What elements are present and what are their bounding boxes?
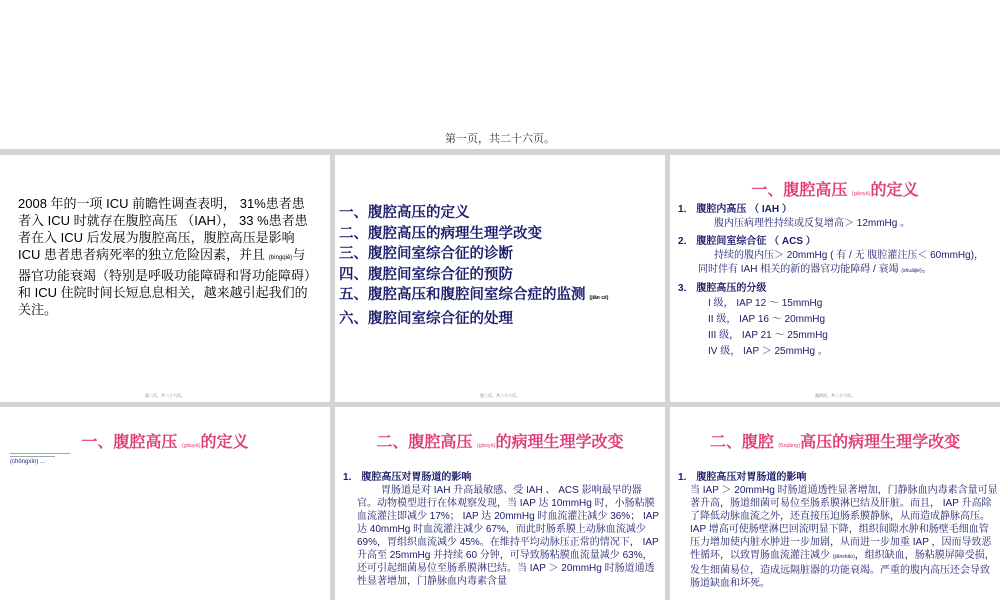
definition-text: 持续的腹内压＞ 20mmHg ( 有 / 无 腹腔灌注压＜ 60mmHg)， 同时伴有 IAH 相关的新的器官功能障碍 / 衰竭 (shuāijié)。 — [698, 250, 985, 275]
grade-item: III 级， IAP 21 ～ 25mmHg — [708, 330, 828, 341]
grade-item: IV 级， IAP ＞ 25mmHg 。 — [708, 346, 828, 357]
intro-text-b: 与器官功能衰竭（特别是呼吸功能障碍和肾功能障碍）和 ICU 住院时间长短息息相关，越来越引起我们的关注。 — [18, 247, 311, 317]
section-heading: 3． 腹腔高压的分级 — [678, 283, 767, 294]
definition-text: 腹内压病理性持续或反复增高＞ 12mmHg 。 — [714, 218, 911, 229]
pathophysiology-content — [343, 471, 659, 588]
ruby-annotation: (jiān cè) — [589, 295, 609, 301]
intro-paragraph — [18, 195, 313, 318]
slide-title: 一、腹腔高压 (gāoyā)的定义 — [751, 182, 919, 199]
ruby-annotation: (bìngqiě) — [268, 255, 293, 261]
section-heading: 1． 腹腔高压对胃肠道的影响 — [343, 472, 472, 483]
slide-title: 一、腹腔高压 (gāoyā)的定义 — [81, 434, 249, 451]
mini-text: (chóngxīn) ... — [10, 459, 46, 465]
toc-item: 一、腹腔高压的定义 — [339, 205, 470, 221]
intro-text-a: 2008 年的一项 ICU 前瞻性调查表明， 31%患者患者入 ICU 时就存在腹腔高压 （IAH）， 33 %患者患者在入 ICU 后发展为腹腔高压，腹腔高压是影响 ICU 患者患者病死率的独立危险因素，并且 — [18, 196, 308, 262]
slide-title: 二、腹腔 (fùqiāng)高压的病理生理学改变 — [709, 434, 961, 451]
body-paragraph: 胃肠道是对 IAH 升高最敏感、受 IAH 、 ACS 影响最早的器官。动物模型进行在体观察发现，当 IAP 达 10mmHg 时，小肠粘膜血流灌注即减少 17%； IAP 达 20mmHg 时血流灌注减少 36%； IAP 达 40mmHg 时血流灌注减少 67%，而此时肠系膜上动脉血流减少 69%，胃组织血流减少 45%。在维持平均动脉压正常的情况下， IAP 升高至 25mmHg 并持续 60 分钟，可导致肠粘膜血流量减少 63%，还可引起细菌易位至肠系膜淋巴结。当 IAP ＞ 20mmHg 时肠道通透性显著增加，门静脉血内毒素含量 — [357, 485, 659, 587]
toc-item: 四、腹腔间室综合征的预防 — [339, 266, 513, 283]
slide-page-1 — [0, 0, 1000, 149]
toc-item: 三、腹腔间室综合征的诊断 — [339, 246, 513, 262]
definition-content — [678, 203, 994, 360]
body-paragraph: 当 IAP ＞ 20mmHg 时肠道通透性显著增加，门静脉血内毒素含量可显著升高，肠道细菌可易位至肠系膜淋巴结及肝脏。而且， IAP 升高除了降低动脉血流之外，还直接压迫肠系膜静脉，从而造成静脉高压。 IAP 增高可使肠壁淋巴回流明显下降，组织间隙水肿和肠壁毛细血管压力增加使内脏水肿进一步加剧，从而进一步加重 IAP ，因而导致恶性循环，以致胃肠血流灌注减少 (jiǎnshǎo)，组织缺血，肠粘膜屏障受损，发生细菌易位，造成远隔脏器的功能衰竭。严重的腹内高压还会导致肠道缺血和坏死。 — [690, 485, 998, 589]
section-heading: 2． 腹腔间室综合征 （ ACS ） — [678, 236, 816, 247]
slide-page-5[interactable] — [0, 407, 330, 600]
slide-page-4[interactable] — [670, 155, 1000, 402]
pathophysiology-content — [678, 471, 998, 590]
table-of-contents — [339, 203, 659, 329]
grade-item: II 级， IAP 16 ～ 20mmHg — [708, 314, 826, 325]
grade-item: I 级， IAP 12 ～ 15mmHg — [708, 298, 823, 309]
page-caption: 第一页，共二十六页。 — [445, 133, 555, 145]
slide-pager: 第二页，共二十六页。 — [145, 393, 185, 398]
slide-page-7[interactable] — [670, 407, 1000, 600]
section-heading: 1． 腹腔内高压 （ IAH ） — [678, 204, 792, 215]
slide-page-2[interactable] — [0, 155, 330, 402]
toc-item: 六、腹腔间室综合征的处理 — [339, 310, 513, 327]
slide-title: 二、腹腔高压 (gāoyā)的病理生理学改变 — [376, 434, 624, 451]
embedded-miniature — [10, 453, 90, 465]
toc-item: 五、腹腔高压和腹腔间室综合症的监测 (jiān cè) — [339, 287, 609, 303]
slide-pager: 第四页，共二十六页。 — [815, 393, 855, 398]
section-heading: 1． 腹腔高压对胃肠道的影响 — [678, 472, 807, 483]
slide-page-3[interactable] — [335, 155, 665, 402]
toc-item: 二、腹腔高压的病理生理学改变 — [339, 225, 542, 242]
slide-pager: 第三页，共二十六页。 — [480, 393, 520, 398]
slide-page-6[interactable] — [335, 407, 665, 600]
